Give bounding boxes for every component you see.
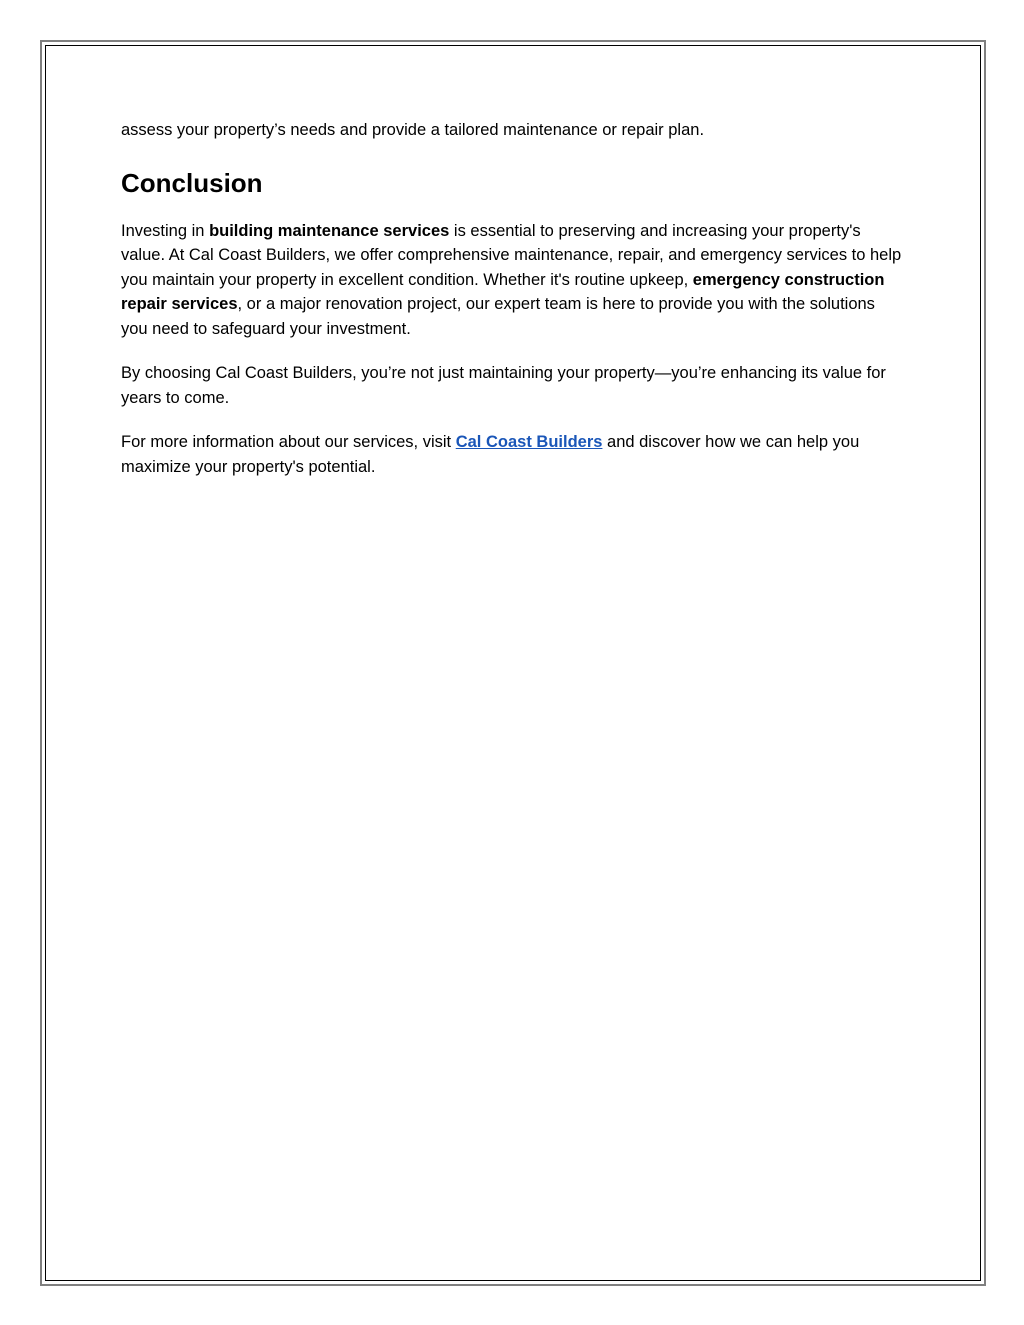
paragraph-more-info: [121, 430, 906, 479]
paragraph-choosing: By choosing Cal Coast Builders, you’re not just maintaining your property—you’re enhancing its value for years to come.: [121, 364, 886, 407]
bold-phrase-maintenance: building maintenance services: [209, 221, 450, 240]
lead-line: assess your property’s needs and provide a tailored maintenance or repair plan.: [121, 121, 705, 139]
paragraph-text: , or a major renovation project, our expert team is here to provide you with the solutions you need to safeguard your investment.: [121, 295, 875, 338]
section-heading: Conclusion: [121, 167, 263, 198]
paragraph-investing: [121, 219, 906, 342]
cal-coast-builders-link[interactable]: Cal Coast Builders: [455, 433, 603, 451]
bold-phrase-emergency: emergency construction repair services: [121, 270, 885, 313]
paragraph-text: is essential to preserving and increasing your property's value. At Cal Coast Builders, we offer comprehensive maintenance, repair, and emergency services to help you maintain your property in excellent condition. Whether it's routine upkeep,: [121, 221, 902, 289]
paragraph-text: and discover how we can help you maximize your property's potential.: [121, 433, 860, 476]
document-body: [121, 118, 906, 499]
paragraph-text: For more information about our services, visit: [121, 433, 456, 451]
paragraph-text: Investing in: [121, 221, 210, 240]
